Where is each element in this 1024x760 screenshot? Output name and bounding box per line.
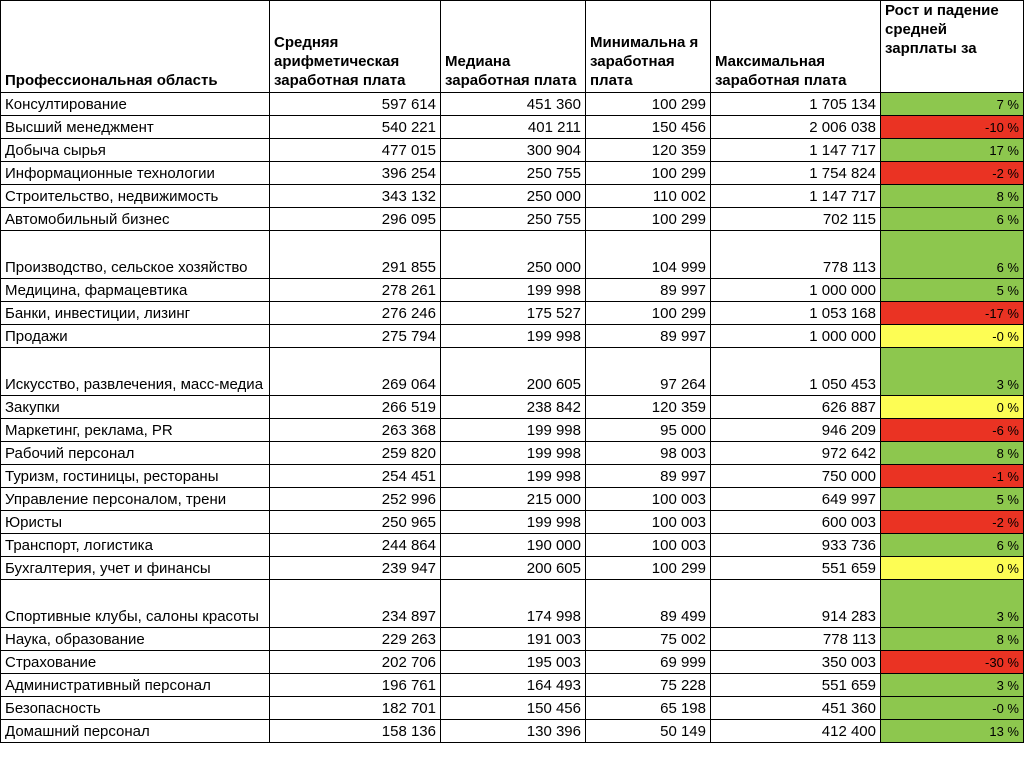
header-area: Профессиональная область [1, 1, 270, 93]
table-header [1, 1, 1024, 93]
cell-median-salary: 250 000 [441, 231, 586, 279]
cell-growth: -2 % [881, 511, 1024, 534]
cell-growth: -6 % [881, 419, 1024, 442]
cell-growth: -0 % [881, 325, 1024, 348]
cell-growth: 6 % [881, 534, 1024, 557]
cell-median-salary: 199 998 [441, 442, 586, 465]
header-median-salary: Медиана заработная плата [441, 1, 586, 93]
cell-avg-salary: 202 706 [270, 651, 441, 674]
cell-avg-salary: 250 965 [270, 511, 441, 534]
cell-max-salary: 778 113 [711, 628, 881, 651]
cell-area: Бухгалтерия, учет и финансы [1, 557, 270, 580]
cell-growth: 5 % [881, 488, 1024, 511]
cell-growth: 6 % [881, 208, 1024, 231]
cell-area: Консултирование [1, 93, 270, 116]
header-min-salary: Минимальна я заработная плата [586, 1, 711, 93]
cell-max-salary: 1 053 168 [711, 302, 881, 325]
cell-min-salary: 120 359 [586, 139, 711, 162]
cell-area: Закупки [1, 396, 270, 419]
cell-avg-salary: 182 701 [270, 697, 441, 720]
cell-avg-salary: 275 794 [270, 325, 441, 348]
cell-min-salary: 89 997 [586, 465, 711, 488]
cell-median-salary: 199 998 [441, 419, 586, 442]
cell-min-salary: 65 198 [586, 697, 711, 720]
cell-max-salary: 1 754 824 [711, 162, 881, 185]
cell-max-salary: 778 113 [711, 231, 881, 279]
cell-min-salary: 100 299 [586, 208, 711, 231]
table-row [1, 93, 1024, 116]
cell-median-salary: 238 842 [441, 396, 586, 419]
table-row [1, 580, 1024, 628]
cell-median-salary: 199 998 [441, 465, 586, 488]
cell-growth: 0 % [881, 557, 1024, 580]
cell-growth: 13 % [881, 720, 1024, 743]
cell-max-salary: 1 705 134 [711, 93, 881, 116]
cell-max-salary: 750 000 [711, 465, 881, 488]
cell-max-salary: 972 642 [711, 442, 881, 465]
cell-area: Транспорт, логистика [1, 534, 270, 557]
cell-median-salary: 200 605 [441, 557, 586, 580]
cell-median-salary: 250 000 [441, 185, 586, 208]
table-row [1, 231, 1024, 279]
cell-growth: -10 % [881, 116, 1024, 139]
cell-min-salary: 100 299 [586, 162, 711, 185]
cell-min-salary: 150 456 [586, 116, 711, 139]
cell-area: Юристы [1, 511, 270, 534]
cell-area: Информационные технологии [1, 162, 270, 185]
cell-avg-salary: 477 015 [270, 139, 441, 162]
cell-median-salary: 451 360 [441, 93, 586, 116]
cell-min-salary: 100 299 [586, 557, 711, 580]
cell-median-salary: 191 003 [441, 628, 586, 651]
table-row [1, 651, 1024, 674]
cell-min-salary: 89 499 [586, 580, 711, 628]
cell-max-salary: 946 209 [711, 419, 881, 442]
cell-median-salary: 164 493 [441, 674, 586, 697]
cell-area: Управление персоналом, трени [1, 488, 270, 511]
table-row [1, 488, 1024, 511]
cell-area: Рабочий персонал [1, 442, 270, 465]
cell-area: Медицина, фармацевтика [1, 279, 270, 302]
table-row [1, 208, 1024, 231]
header-avg-salary: Средняя арифметическая заработная плата [270, 1, 441, 93]
cell-growth: 0 % [881, 396, 1024, 419]
cell-avg-salary: 263 368 [270, 419, 441, 442]
cell-max-salary: 551 659 [711, 674, 881, 697]
cell-avg-salary: 396 254 [270, 162, 441, 185]
cell-avg-salary: 343 132 [270, 185, 441, 208]
cell-growth: 5 % [881, 279, 1024, 302]
cell-max-salary: 451 360 [711, 697, 881, 720]
table-row [1, 628, 1024, 651]
cell-area: Туризм, гостиницы, рестораны [1, 465, 270, 488]
cell-growth: -1 % [881, 465, 1024, 488]
cell-max-salary: 702 115 [711, 208, 881, 231]
table-row [1, 511, 1024, 534]
table-row [1, 465, 1024, 488]
cell-max-salary: 600 003 [711, 511, 881, 534]
cell-max-salary: 1 050 453 [711, 348, 881, 396]
table-row [1, 697, 1024, 720]
cell-avg-salary: 252 996 [270, 488, 441, 511]
cell-min-salary: 95 000 [586, 419, 711, 442]
cell-min-salary: 75 002 [586, 628, 711, 651]
cell-min-salary: 104 999 [586, 231, 711, 279]
cell-growth: -0 % [881, 697, 1024, 720]
cell-area: Добыча сырья [1, 139, 270, 162]
cell-max-salary: 1 147 717 [711, 139, 881, 162]
cell-median-salary: 401 211 [441, 116, 586, 139]
cell-median-salary: 175 527 [441, 302, 586, 325]
cell-avg-salary: 276 246 [270, 302, 441, 325]
cell-area: Строительство, недвижимость [1, 185, 270, 208]
cell-avg-salary: 540 221 [270, 116, 441, 139]
cell-avg-salary: 196 761 [270, 674, 441, 697]
cell-area: Автомобильный бизнес [1, 208, 270, 231]
cell-avg-salary: 296 095 [270, 208, 441, 231]
cell-median-salary: 250 755 [441, 162, 586, 185]
table-row [1, 442, 1024, 465]
cell-median-salary: 174 998 [441, 580, 586, 628]
cell-min-salary: 110 002 [586, 185, 711, 208]
cell-avg-salary: 269 064 [270, 348, 441, 396]
cell-avg-salary: 259 820 [270, 442, 441, 465]
cell-avg-salary: 254 451 [270, 465, 441, 488]
table-row [1, 325, 1024, 348]
cell-min-salary: 100 003 [586, 511, 711, 534]
table-row [1, 139, 1024, 162]
cell-avg-salary: 234 897 [270, 580, 441, 628]
table-row [1, 302, 1024, 325]
cell-max-salary: 1 000 000 [711, 325, 881, 348]
cell-min-salary: 100 299 [586, 93, 711, 116]
cell-avg-salary: 229 263 [270, 628, 441, 651]
cell-avg-salary: 244 864 [270, 534, 441, 557]
cell-area: Административный персонал [1, 674, 270, 697]
header-max-salary: Максимальная заработная плата [711, 1, 881, 93]
cell-area: Спортивные клубы, салоны красоты [1, 580, 270, 628]
header-growth: Рост и падение средней зарплаты за [881, 1, 1024, 93]
cell-max-salary: 914 283 [711, 580, 881, 628]
cell-area: Страхование [1, 651, 270, 674]
cell-max-salary: 1 147 717 [711, 185, 881, 208]
cell-min-salary: 100 003 [586, 488, 711, 511]
cell-min-salary: 89 997 [586, 279, 711, 302]
cell-area: Производство, сельское хозяйство [1, 231, 270, 279]
cell-area: Домашний персонал [1, 720, 270, 743]
cell-median-salary: 150 456 [441, 697, 586, 720]
cell-area: Наука, образование [1, 628, 270, 651]
cell-growth: 6 % [881, 231, 1024, 279]
cell-median-salary: 200 605 [441, 348, 586, 396]
table-row [1, 348, 1024, 396]
cell-growth: 7 % [881, 93, 1024, 116]
cell-area: Банки, инвестиции, лизинг [1, 302, 270, 325]
cell-min-salary: 100 299 [586, 302, 711, 325]
table-row [1, 674, 1024, 697]
cell-growth: -2 % [881, 162, 1024, 185]
cell-avg-salary: 239 947 [270, 557, 441, 580]
cell-min-salary: 50 149 [586, 720, 711, 743]
cell-area: Высший менеджмент [1, 116, 270, 139]
table-row [1, 185, 1024, 208]
table-row [1, 162, 1024, 185]
cell-median-salary: 215 000 [441, 488, 586, 511]
cell-max-salary: 412 400 [711, 720, 881, 743]
cell-area: Безопасность [1, 697, 270, 720]
cell-growth: 8 % [881, 185, 1024, 208]
cell-min-salary: 97 264 [586, 348, 711, 396]
cell-max-salary: 649 997 [711, 488, 881, 511]
cell-median-salary: 199 998 [441, 511, 586, 534]
cell-max-salary: 1 000 000 [711, 279, 881, 302]
cell-growth: 8 % [881, 628, 1024, 651]
cell-max-salary: 933 736 [711, 534, 881, 557]
cell-max-salary: 2 006 038 [711, 116, 881, 139]
cell-growth: 3 % [881, 674, 1024, 697]
cell-median-salary: 199 998 [441, 325, 586, 348]
cell-min-salary: 100 003 [586, 534, 711, 557]
table-row [1, 534, 1024, 557]
cell-growth: 8 % [881, 442, 1024, 465]
cell-median-salary: 190 000 [441, 534, 586, 557]
cell-avg-salary: 291 855 [270, 231, 441, 279]
cell-max-salary: 626 887 [711, 396, 881, 419]
table-row [1, 116, 1024, 139]
cell-min-salary: 75 228 [586, 674, 711, 697]
table-body [1, 93, 1024, 743]
cell-max-salary: 350 003 [711, 651, 881, 674]
cell-median-salary: 250 755 [441, 208, 586, 231]
cell-avg-salary: 278 261 [270, 279, 441, 302]
cell-median-salary: 195 003 [441, 651, 586, 674]
cell-growth: 17 % [881, 139, 1024, 162]
table-row [1, 419, 1024, 442]
cell-avg-salary: 266 519 [270, 396, 441, 419]
cell-min-salary: 98 003 [586, 442, 711, 465]
table-row [1, 279, 1024, 302]
cell-median-salary: 199 998 [441, 279, 586, 302]
cell-min-salary: 89 997 [586, 325, 711, 348]
cell-growth: -17 % [881, 302, 1024, 325]
table-row [1, 557, 1024, 580]
table-row [1, 396, 1024, 419]
cell-max-salary: 551 659 [711, 557, 881, 580]
cell-growth: -30 % [881, 651, 1024, 674]
cell-area: Искусство, развлечения, масс-медиа [1, 348, 270, 396]
cell-min-salary: 120 359 [586, 396, 711, 419]
cell-median-salary: 300 904 [441, 139, 586, 162]
cell-median-salary: 130 396 [441, 720, 586, 743]
cell-growth: 3 % [881, 348, 1024, 396]
cell-min-salary: 69 999 [586, 651, 711, 674]
cell-avg-salary: 597 614 [270, 93, 441, 116]
cell-area: Маркетинг, реклама, PR [1, 419, 270, 442]
cell-growth: 3 % [881, 580, 1024, 628]
cell-area: Продажи [1, 325, 270, 348]
table-row [1, 720, 1024, 743]
cell-avg-salary: 158 136 [270, 720, 441, 743]
